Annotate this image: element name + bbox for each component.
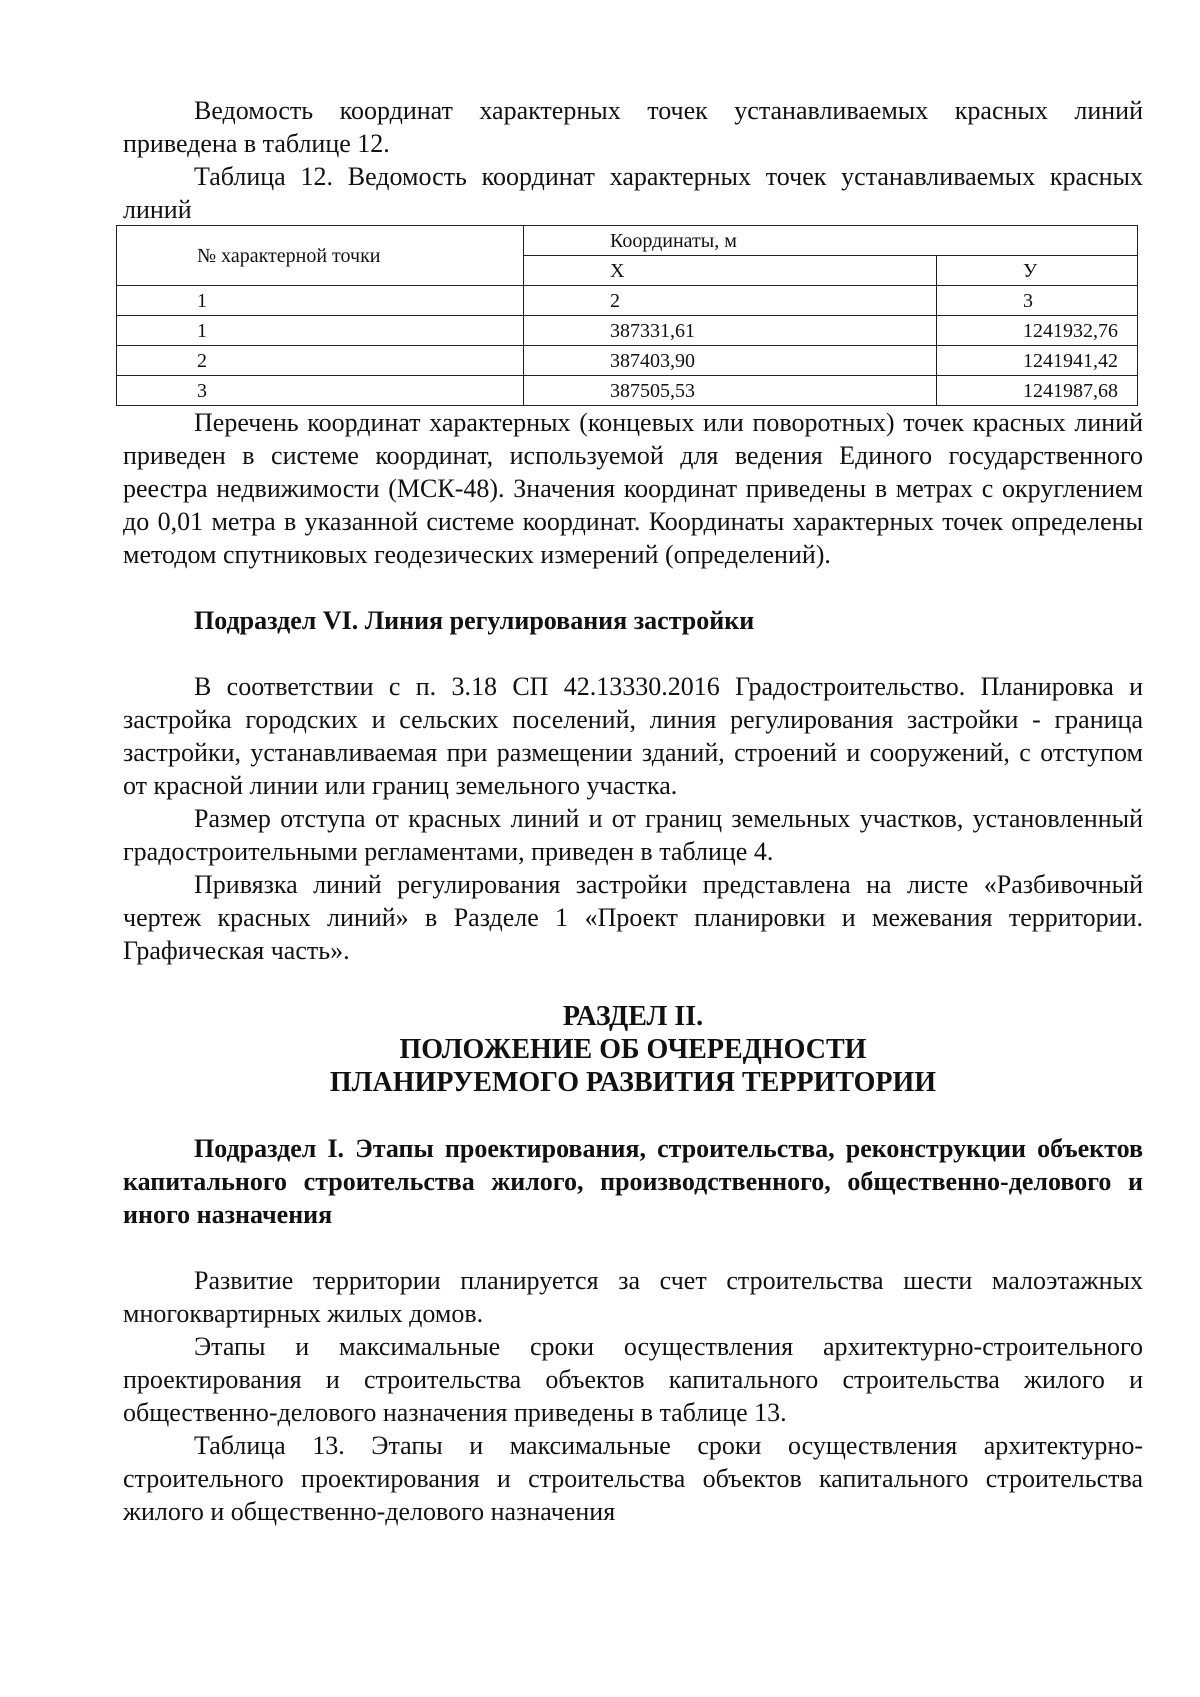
cell-y: 1241932,76 [937, 316, 1138, 346]
subsection-i-paragraph-2: Этапы и максимальные сроки осуществления архитектурно-строительного проектирования и строительства объектов капитального строительства жилого и общественно-делового назначения приведены в таблице 13. [123, 1332, 1143, 1427]
subsection-vi-paragraph-3: Привязка линий регулирования застройки представлена на листе «Разбивочный чертеж красных линий» в Разделе 1 «Проект планировки и межевания территории. Графическая часть». [123, 870, 1143, 965]
section-ii-title-line3: ПЛАНИРУЕМОГО РАЗВИТИЯ ТЕРРИТОРИИ [329, 1067, 937, 1098]
cell-point: 3 [117, 376, 524, 406]
subsection-vi-paragraph-1: В соответствии с п. 3.18 СП 42.13330.2016 Градостроительство. Планировка и застройка городских и сельских поселений, линия регулирования застройки - граница застройки, устанавливаемая при размещении зданий, строений и сооружений, с отступом от красной линии или границ земельного участка. [123, 672, 1143, 800]
subsection-vi-heading: Подраздел VI. Линия регулирования застройки [194, 606, 755, 635]
cell-x: 387331,61 [524, 316, 937, 346]
table-header-row [117, 226, 1138, 256]
header-y: У [937, 256, 1138, 286]
header-coordinates: Координаты, м [524, 226, 1138, 256]
coordinates-table [116, 225, 1138, 406]
cell-x: 2 [524, 286, 937, 316]
section-ii-title-line2: ПОЛОЖЕНИЕ ОБ ОЧЕРЕДНОСТИ [399, 1034, 867, 1065]
table-row [117, 346, 1138, 376]
document-page [123, 94, 1143, 1528]
coords-system-paragraph: Перечень координат характерных (концевых или поворотных) точек красных линий приведен в системе координат, используемой для ведения Единого государственного реестра недвижимости (МСК-48). Значения координат приведены в метрах с округлением до 0,01 метра в указанной системе координат. Координаты характерных точек определены методом спутниковых геодезических измерений (определений). [123, 408, 1143, 569]
table13-caption: Таблица 13. Этапы и максимальные сроки осуществления архитектурно-строительного проектирования и строительства объектов капитального строительства жилого и общественно-делового назначения [123, 1431, 1143, 1526]
header-x: Х [524, 256, 937, 286]
intro-paragraph: Ведомость координат характерных точек устанавливаемых красных линий приведена в таблице 12. [123, 96, 1143, 158]
subsection-vi-paragraph-2: Размер отступа от красных линий и от границ земельных участков, установленный градостроительными регламентами, приведен в таблице 4. [123, 804, 1143, 866]
table12-caption: Таблица 12. Ведомость координат характерных точек устанавливаемых красных линий [123, 162, 1143, 224]
cell-point: 2 [117, 346, 524, 376]
cell-y: 3 [937, 286, 1138, 316]
cell-y: 1241987,68 [937, 376, 1138, 406]
cell-y: 1241941,42 [937, 346, 1138, 376]
cell-point: 1 [117, 316, 524, 346]
cell-x: 387403,90 [524, 346, 937, 376]
subsection-i-heading: Подраздел I. Этапы проектирования, строительства, реконструкции объектов капитального строительства жилого, производственного, общественно-делового и иного назначения [123, 1134, 1143, 1229]
header-point-number: № характерной точки [117, 226, 524, 286]
section-ii-title-line1: РАЗДЕЛ II. [562, 1001, 704, 1032]
table-row [117, 286, 1138, 316]
cell-x: 387505,53 [524, 376, 937, 406]
table-row [117, 316, 1138, 346]
table-row [117, 376, 1138, 406]
cell-point: 1 [117, 286, 524, 316]
subsection-i-paragraph-1: Развитие территории планируется за счет строительства шести малоэтажных многоквартирных жилых домов. [123, 1266, 1143, 1328]
